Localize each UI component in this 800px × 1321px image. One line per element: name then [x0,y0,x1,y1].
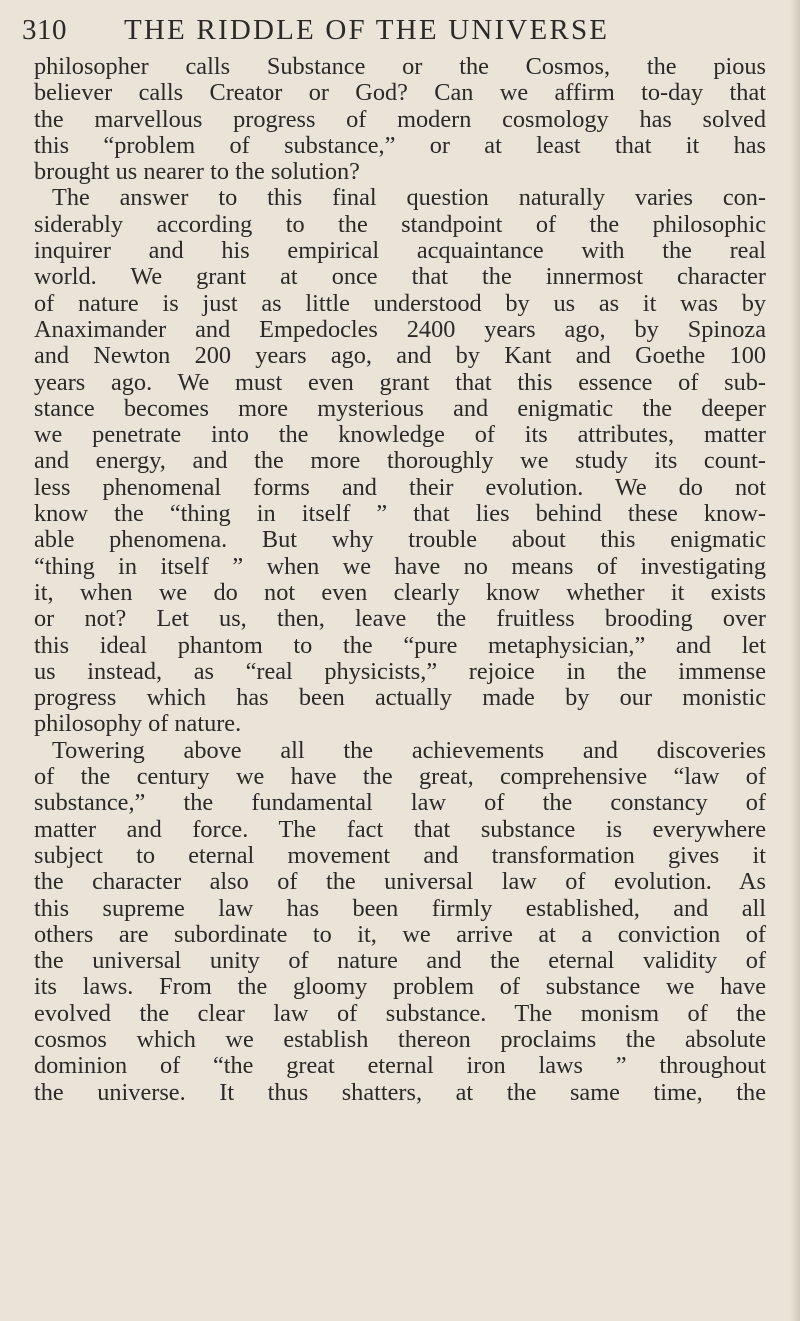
text-line: The answer to this final question naturally varies con- [52,184,766,212]
page-header [22,14,762,50]
text-line: the marvellous progress of modern cosmology has solved [34,105,766,133]
text-line: “thing in itself ” when we have no means of investigating [34,552,766,580]
text-line: stance becomes more mysterious and enigmatic the deeper [34,394,766,422]
text-line: the universal unity of nature and the eternal validity of [34,947,766,975]
text-line: progress which has been actually made by our monistic [34,684,766,712]
text-line: of the century we have the great, comprehensive “law of [34,763,766,791]
text-line: Anaximander and Empedocles 2400 years ago, by Spinoza [34,315,766,343]
text-line: less phenomenal forms and their evolution. We do not [34,473,766,501]
text-line: matter and force. The fact that substance is everywhere [34,815,766,843]
text-line: years ago. We must even grant that this essence of sub- [34,368,766,396]
text-line: and energy, and the more thoroughly we study its count- [34,447,766,475]
text-line: philosopher calls Substance or the Cosmos, the pious [34,53,766,80]
text-line: able phenomena. But why trouble about this enigmatic [34,526,766,554]
text-line: know the “thing in itself ” that lies behind these know- [34,500,766,528]
page-edge-shadow [790,0,800,1321]
text-line: brought us nearer to the solution? [34,158,360,186]
text-line: substance,” the fundamental law of the constancy of [34,789,766,817]
text-line: world. We grant at once that the innermost character [34,263,766,291]
text-line: Towering above all the achievements and discoveries [52,736,766,764]
running-head: THE RIDDLE OF THE UNIVERSE [124,14,610,46]
text-line: and Newton 200 years ago, and by Kant and Goethe 100 [34,342,766,370]
text-line: dominion of “the great eternal iron laws ” throughout [34,1052,766,1080]
text-line: us instead, as “real physicists,” rejoice in the immense [34,657,766,685]
text-line: others are subordinate to it, we arrive at a conviction of [34,920,766,948]
text-line: it, when we do not even clearly know whether it exists [34,578,766,606]
body-text [34,54,766,1106]
text-line: of nature is just as little understood by us as it was by [34,289,766,317]
text-line: evolved the clear law of substance. The monism of the [34,999,766,1027]
text-line: the universe. It thus shatters, at the same time, the [34,1078,766,1106]
text-line: subject to eternal movement and transformation gives it [34,841,766,869]
text-line: or not? Let us, then, leave the fruitless brooding over [34,605,766,633]
text-line: siderably according to the standpoint of the philosophic [34,210,766,238]
text-line: we penetrate into the knowledge of its attributes, matter [34,421,766,449]
text-line: philosophy of nature. [34,710,242,738]
text-line: the character also of the universal law of evolution. As [34,868,766,896]
text-line: this “problem of substance,” or at least that it has [34,131,766,159]
text-line: this ideal phantom to the “pure metaphysician,” and let [34,631,766,659]
text-line: this supreme law has been firmly established, and all [34,894,766,922]
text-line: believer calls Creator or God? Can we affirm to-day that [34,79,766,107]
text-line: inquirer and his empirical acquaintance with the real [34,237,766,265]
text-line: its laws. From the gloomy problem of substance we have [34,973,766,1001]
text-line: cosmos which we establish thereon proclaims the absolute [34,1025,766,1053]
page-number: 310 [22,14,67,46]
